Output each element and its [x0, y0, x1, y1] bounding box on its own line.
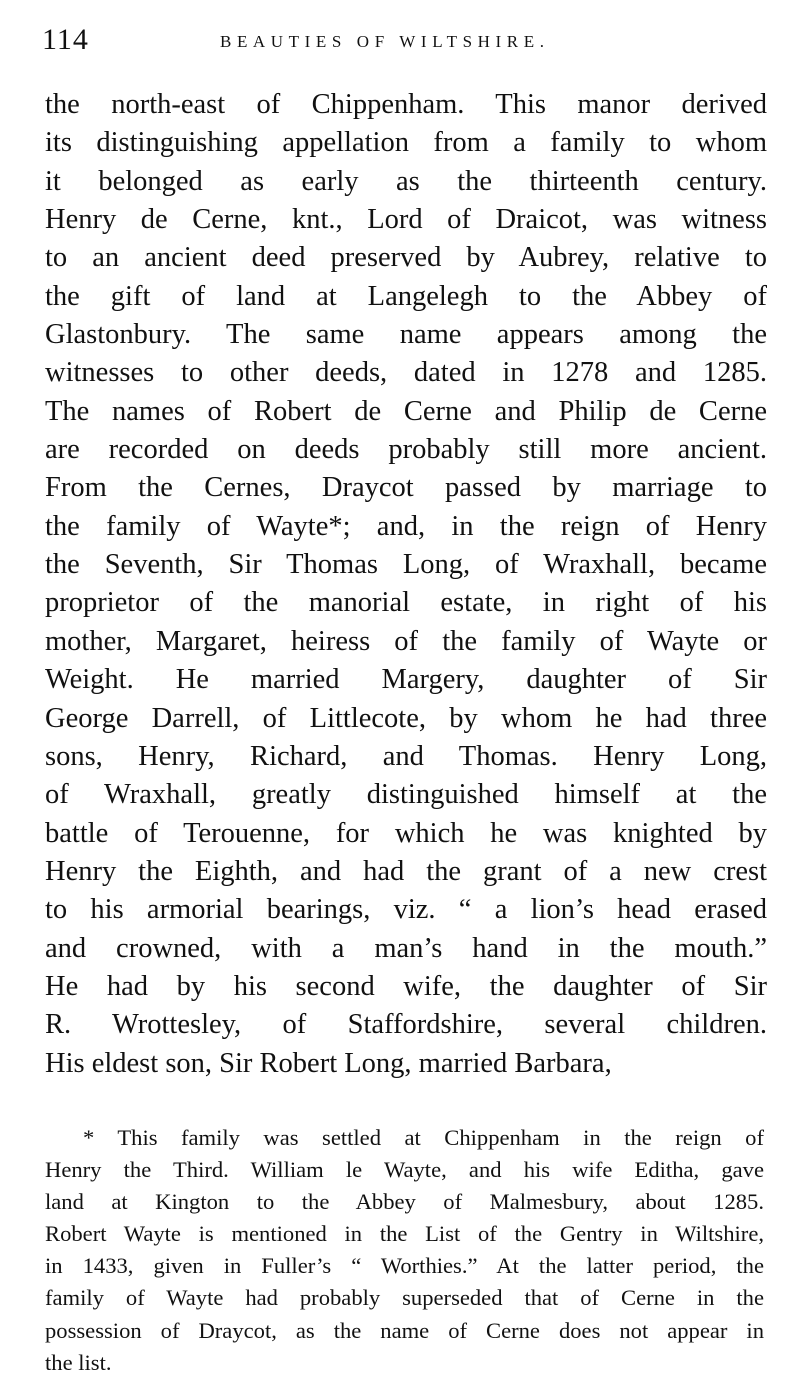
text-line: battle of Terouenne, for which he was knighted by [45, 817, 767, 849]
text-line: Glastonbury. The same name appears among the [45, 319, 767, 351]
text-line: the family of Wayte*; and, in the reign of Henry [45, 510, 767, 542]
text-line: His eldest son, Sir Robert Long, married Barbara, [45, 1047, 612, 1079]
text-line: the north-east of Chippenham. This manor derived [45, 89, 767, 120]
text-line: its distinguishing appellation from a family to whom [45, 127, 767, 159]
text-line: George Darrell, of Littlecote, by whom he had three [45, 702, 767, 734]
page-number: 114 [42, 23, 89, 56]
text-line: the gift of land at Langelegh to the Abbey of [45, 280, 767, 312]
body-text [45, 86, 767, 1083]
text-line: R. Wrottesley, of Staffordshire, several children. [45, 1009, 767, 1041]
text-line: and crowned, with a man’s hand in the mouth.” [45, 932, 767, 964]
text-line: Weight. He married Margery, daughter of Sir [45, 664, 767, 696]
text-line: of Wraxhall, greatly distinguished himself at the [45, 779, 767, 811]
text-line: witnesses to other deeds, dated in 1278 and 1285. [45, 357, 767, 389]
footnote [45, 1122, 764, 1379]
text-line: sons, Henry, Richard, and Thomas. Henry Long, [45, 740, 767, 772]
footnote-line: the list. [45, 1349, 112, 1375]
text-line: to an ancient deed preserved by Aubrey, relative to [45, 242, 767, 274]
text-line: to his armorial bearings, viz. “ a lion’s head erased [45, 894, 767, 926]
text-line: The names of Robert de Cerne and Philip de Cerne [45, 395, 767, 427]
text-line: are recorded on deeds probably still more ancient. [45, 434, 767, 466]
page-header [42, 20, 762, 60]
text-line: Henry the Eighth, and had the grant of a new crest [45, 855, 767, 887]
text-line: From the Cernes, Draycot passed by marriage to [45, 472, 767, 504]
text-line: Henry de Cerne, knt., Lord of Draicot, was witness [45, 204, 767, 236]
text-line: it belonged as early as the thirteenth century. [45, 165, 767, 197]
text-line: He had by his second wife, the daughter of Sir [45, 970, 767, 1002]
footnote-line: * This family was settled at Chippenham in the reign of [83, 1125, 764, 1150]
footnote-line: in 1433, given in Fuller’s “ Worthies.” At the latter period, the [45, 1253, 764, 1279]
footnote-line: land at Kington to the Abbey of Malmesbury, about 1285. [45, 1189, 764, 1215]
text-line: the Seventh, Sir Thomas Long, of Wraxhall, became [45, 549, 767, 581]
footnote-line: possession of Draycot, as the name of Cerne does not appear in [45, 1317, 764, 1343]
text-line: mother, Margaret, heiress of the family of Wayte or [45, 625, 767, 657]
footnote-line: Henry the Third. William le Wayte, and his wife Editha, gave [45, 1157, 764, 1183]
footnote-line: Robert Wayte is mentioned in the List of the Gentry in Wiltshire, [45, 1221, 764, 1247]
running-title: BEAUTIES OF WILTSHIRE. [220, 32, 550, 51]
footnote-line: family of Wayte had probably superseded that of Cerne in the [45, 1285, 764, 1311]
text-line: proprietor of the manorial estate, in right of his [45, 587, 767, 619]
